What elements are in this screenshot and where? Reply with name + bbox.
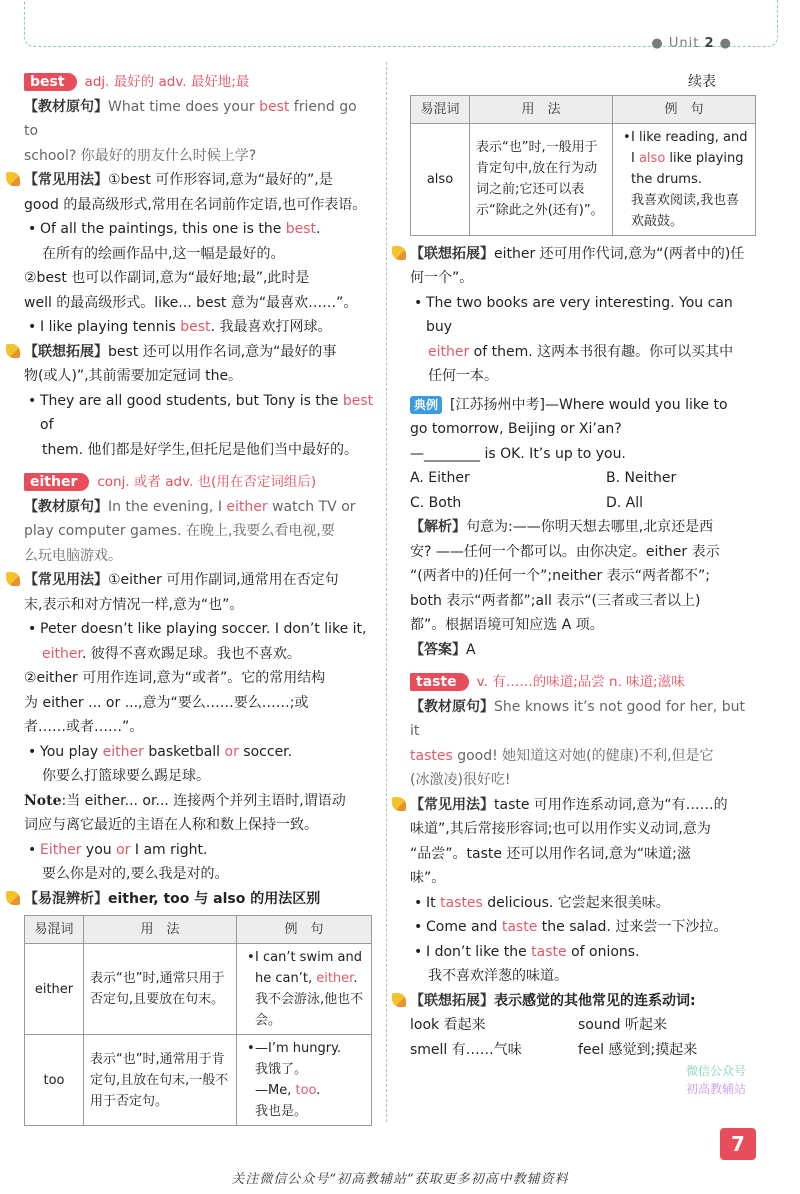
table-header: 用 法 <box>470 95 613 123</box>
footer-note: 关注微信公众号“初高教辅站”获取更多初高中教辅资料 <box>231 1172 569 1187</box>
pencil-icon <box>392 993 406 1007</box>
text: like playing the drums. <box>631 150 744 187</box>
right-column <box>410 70 756 1062</box>
text: [江苏扬州中考]—Where would you like to <box>450 396 728 413</box>
text: 我喜欢阅读,我也喜欢敲鼓。 <box>631 192 740 229</box>
analysis-e: 都”。根据语境可知应选 A 项。 <box>410 617 604 633</box>
taste-orig-b <box>410 744 756 769</box>
best-orig-line2: school? 你最好的朋友什么时候上学? <box>24 147 257 164</box>
text: . <box>353 971 358 986</box>
taste-heading <box>410 670 756 695</box>
analysis <box>410 515 756 540</box>
table-row <box>411 123 756 235</box>
pencil-icon <box>392 246 406 260</box>
taste-ext <box>410 989 756 1014</box>
table-cell-example <box>237 1035 372 1126</box>
text: I am right. <box>130 841 208 858</box>
best-example-1-cn: 在所有的绘画作品中,这一幅是最好的。 <box>42 245 285 262</box>
text: delicious. 它尝起来很美味。 <box>482 894 670 911</box>
section-label: 【易混辨析】 <box>24 890 108 907</box>
best-usage-1b: good 的最高级形式,常用在名词前作定语,也可作表语。 <box>24 196 367 213</box>
text: I like reading, and I <box>631 129 748 166</box>
best-pos: adj. 最好的 adv. 最好地;最 <box>84 74 250 90</box>
text: ①either 可用作副词,通常用在否定句 <box>108 572 339 588</box>
option-c: C. Both <box>410 494 462 511</box>
taste-orig-d: (冰激凌)很好吃! <box>410 772 511 788</box>
typical-example-badge: 典例 <box>410 396 442 414</box>
text: ①best 可作形容词,意为“最好的”,是 <box>108 172 333 188</box>
section-label: 【联想拓展】 <box>24 343 108 360</box>
either-orig-line2: play computer games. 在晚上,我要么看电视,要 <box>24 523 335 539</box>
text: In the evening, I <box>108 498 227 515</box>
keyword: best <box>285 221 317 237</box>
table-header: 例 句 <box>237 916 372 944</box>
section-label: 【联想拓展】 <box>410 245 494 262</box>
text: 我饿了。 <box>255 1062 308 1077</box>
text: basketball <box>143 743 225 760</box>
confuse-table-continued <box>410 95 756 236</box>
text: friend go to <box>24 98 357 139</box>
watermark-stamp <box>686 1062 746 1098</box>
text: either 还可用作代词,意为“(两者中的)任 <box>494 245 745 262</box>
option-b: B. Neither <box>606 470 677 486</box>
section-label: 【联想拓展】 <box>410 992 494 1009</box>
keyword: Either <box>40 841 82 858</box>
text: of <box>40 417 54 433</box>
table-cell-word: too <box>25 1035 84 1126</box>
taste-ext-title: 表示感觉的其他常见的连系动词: <box>494 992 696 1009</box>
table-header-row <box>411 95 756 123</box>
either-pos: conj. 或者 adv. 也(用在否定词组后) <box>97 474 317 490</box>
word-badge-best: best <box>24 73 77 91</box>
section-label: 【教材原句】 <box>410 698 494 715</box>
best-usage-2b: well 的最高级形式。like... best 意为“最喜欢……”。 <box>24 294 358 311</box>
note-label: Note <box>24 792 62 809</box>
table-header-row <box>25 916 372 944</box>
either-pron-example: • The two books are very interesting. You can buy <box>410 291 756 340</box>
either-example-1b <box>24 642 374 667</box>
text: . 彼得不喜欢踢足球。我也不喜欢。 <box>81 645 301 662</box>
section-label: 【常见用法】 <box>24 172 108 188</box>
either-pron-example-b <box>410 340 756 365</box>
keyword: also <box>638 150 666 166</box>
linking-verbs-row-2 <box>410 1038 756 1063</box>
continued-label: 续表 <box>688 74 716 90</box>
table-cell-example <box>237 944 372 1035</box>
best-example-3-cn: them. 他们都是好学生,但托尼是他们当中最好的。 <box>42 441 358 458</box>
section-label: 【常见用法】 <box>410 796 494 813</box>
section-label: 【解析】 <box>410 519 466 535</box>
table-cell-usage: 表示“也”时,通常只用于否定句,且要放在句末。 <box>84 944 237 1035</box>
section-label: 【常见用法】 <box>24 572 108 588</box>
either-usage-1b: 末,表示和对方情况一样,意为“也”。 <box>24 596 244 613</box>
text: 我不会游泳,他也不会。 <box>255 992 364 1028</box>
text: You play <box>40 743 103 760</box>
keyword: or <box>116 841 131 858</box>
confuse-title: either, too 与 also 的用法区别 <box>108 890 321 907</box>
left-column <box>24 70 374 1126</box>
taste-usage-c: “品尝”。taste 还可以用作名词,意为“味道;滋 <box>410 845 691 862</box>
table-cell-word: either <box>25 944 84 1035</box>
either-orig <box>24 495 374 520</box>
table-header: 用 法 <box>84 916 237 944</box>
unit-prefix: Unit <box>668 36 700 51</box>
keyword: tastes <box>440 894 483 911</box>
section-label: 【教材原句】 <box>24 498 108 515</box>
typical-example <box>410 393 756 418</box>
analysis-d: both 表示“两者都”;all 表示“(三者或三者以上) <box>410 592 701 609</box>
word-badge-taste: taste <box>410 673 469 691</box>
text: of onions. <box>566 943 640 960</box>
text: . 我最喜欢打网球。 <box>210 319 332 335</box>
linking-verb: smell 有……气味 <box>410 1041 522 1058</box>
text: best 还可以用作名词,意为“最好的事 <box>108 343 337 360</box>
pencil-icon <box>6 572 20 586</box>
keyword: tastes <box>410 747 453 764</box>
best-example-3 <box>24 389 374 438</box>
either-note <box>24 789 374 814</box>
best-ext-b: 物(或人)”,其前需要加定冠词 the。 <box>24 368 243 384</box>
either-example-2 <box>24 740 374 765</box>
table-cell-usage: 表示“也”时,通常用于肯定句,且放在句末,一般不用于否定句。 <box>84 1035 237 1126</box>
options-row-1 <box>410 466 756 491</box>
table-row <box>25 944 372 1035</box>
best-heading <box>24 70 374 95</box>
section-label: 【答案】 <box>410 641 466 658</box>
taste-usage <box>410 793 756 818</box>
keyword: taste <box>531 943 567 960</box>
text: She knows it’s not good for her, but it <box>410 698 745 739</box>
text: What time does your <box>108 98 260 115</box>
confuse-table <box>24 915 372 1126</box>
table-header: 易混词 <box>411 95 470 123</box>
linking-verb: look 看起来 <box>410 1017 486 1033</box>
keyword: either <box>102 743 144 760</box>
either-usage-2b: 为 either ... or ...,意为“要么……要么……;或 <box>24 694 309 711</box>
answer <box>410 638 756 663</box>
typical-example-b: go tomorrow, Beijing or Xi’an? <box>410 421 622 437</box>
keyword: best <box>342 392 374 409</box>
text: you <box>81 841 117 858</box>
text: the salad. 过来尝一下沙拉。 <box>537 919 728 935</box>
table-cell-example <box>613 123 756 235</box>
text: Of all the paintings, this one is the <box>40 221 286 237</box>
linking-verbs-row-1 <box>410 1013 756 1038</box>
section-label: 【教材原句】 <box>24 98 108 115</box>
keyword: either <box>316 971 354 986</box>
options-row-2 <box>410 491 756 516</box>
either-pron-example-c: 任何一本。 <box>428 368 498 384</box>
keyword: best <box>180 319 211 335</box>
text: 句意为:——你明天想去哪里,北京还是西 <box>466 519 714 535</box>
text: good! 她知道这对她(的健康)不利,但是它 <box>452 747 714 764</box>
either-confuse <box>24 887 374 912</box>
taste-pos: v. 有……的味道;品尝 n. 味道;滋味 <box>476 674 685 690</box>
either-example-3-cn: 要么你是对的,要么我是对的。 <box>42 866 229 882</box>
best-ext <box>24 340 374 365</box>
text: taste 可用作连系动词,意为“有……的 <box>494 796 728 813</box>
best-example-1 <box>24 217 374 242</box>
best-usage <box>24 168 374 193</box>
taste-example-2 <box>410 915 756 940</box>
text: 微信公众号 <box>686 1064 747 1078</box>
table-header: 易混词 <box>25 916 84 944</box>
linking-verb: sound 听起来 <box>578 1017 667 1033</box>
taste-usage-b: 味道”,其后常接形容词;也可以用作实义动词,意为 <box>410 821 711 837</box>
option-d: D. All <box>606 494 644 511</box>
text: of them. 这两本书很有趣。你可以买其中 <box>469 343 734 360</box>
table-header: 例 句 <box>613 95 756 123</box>
typical-example-c: —________ is OK. It’s up to you. <box>410 445 626 462</box>
either-example-1: • Peter doesn’t like playing soccer. I don’t like it, <box>24 617 374 642</box>
text: I can’t swim and he can’t, <box>255 950 362 986</box>
keyword: too <box>295 1083 317 1098</box>
table-cell-usage: 表示“也”时,一般用于肯定句中,放在行为动词之前;它还可以表示“除此之外(还有)”。 <box>470 123 613 235</box>
text: A <box>466 641 476 658</box>
either-usage-2c: 者……或者……”。 <box>24 719 144 735</box>
best-usage-2a: ②best 也可以作副词,意为“最好地;最”,此时是 <box>24 270 310 286</box>
word-badge-either: either <box>24 473 89 491</box>
best-orig <box>24 95 374 144</box>
text: watch TV or <box>267 498 356 515</box>
either-orig-line3: 么玩电脑游戏。 <box>24 547 122 564</box>
taste-usage-d: 味”。 <box>410 870 446 886</box>
text: soccer. <box>238 743 293 760</box>
text: :当 either... or... 连接两个并列主语时,谓语动 <box>61 792 346 809</box>
either-heading <box>24 470 374 495</box>
either-note-b: 词应与离它最近的主语在人称和数上保持一致。 <box>24 817 318 833</box>
unit-number: 2 <box>704 36 715 51</box>
taste-example-3 <box>410 940 756 965</box>
keyword: best <box>259 98 290 115</box>
either-usage <box>24 568 374 593</box>
text: It <box>426 894 441 911</box>
text: I don’t like the <box>426 943 532 960</box>
text: 初高教辅站 <box>686 1082 747 1096</box>
taste-orig <box>410 695 756 744</box>
table-cell-word: also <box>411 123 470 235</box>
taste-example-1 <box>410 891 756 916</box>
either-example-3 <box>24 838 374 863</box>
text: —I’m hungry. <box>255 1041 342 1056</box>
text: —Me, <box>255 1083 296 1098</box>
keyword: or <box>224 743 239 760</box>
either-example-2-cn: 你要么打篮球要么踢足球。 <box>42 768 210 784</box>
pencil-icon <box>6 172 20 186</box>
either-ext-b: 何一个”。 <box>410 270 474 286</box>
unit-label: ● Unit 2 ● <box>651 36 732 51</box>
analysis-b: 安? ——任何一个都可以。由你决定。either 表示 <box>410 543 720 560</box>
taste-example-3-cn: 我不喜欢洋葱的味道。 <box>428 968 568 984</box>
text: I like playing tennis <box>40 319 181 335</box>
option-a: A. Either <box>410 470 470 486</box>
text: They are all good students, but Tony is the <box>40 392 343 409</box>
keyword: taste <box>501 919 538 935</box>
text: 我也是。 <box>255 1104 308 1119</box>
keyword: either <box>226 498 268 515</box>
text: Come and <box>426 919 502 935</box>
pencil-icon <box>392 797 406 811</box>
page-number: 7 <box>720 1128 756 1160</box>
keyword: either <box>42 645 82 662</box>
text: . <box>316 221 321 237</box>
best-example-2 <box>24 315 374 340</box>
linking-verb: feel 感觉到;摸起来 <box>578 1041 698 1058</box>
either-ext <box>410 242 756 267</box>
either-usage-2a: ②either 可用作连词,意为“或者”。它的常用结构 <box>24 670 326 686</box>
column-divider <box>386 62 387 1122</box>
pencil-icon <box>6 891 20 905</box>
keyword: either <box>428 343 470 360</box>
text: . <box>316 1083 321 1098</box>
pencil-icon <box>6 344 20 358</box>
table-row <box>25 1035 372 1126</box>
analysis-c: “(两者中的)任何一个”;neither 表示“两者都不”; <box>410 568 710 584</box>
